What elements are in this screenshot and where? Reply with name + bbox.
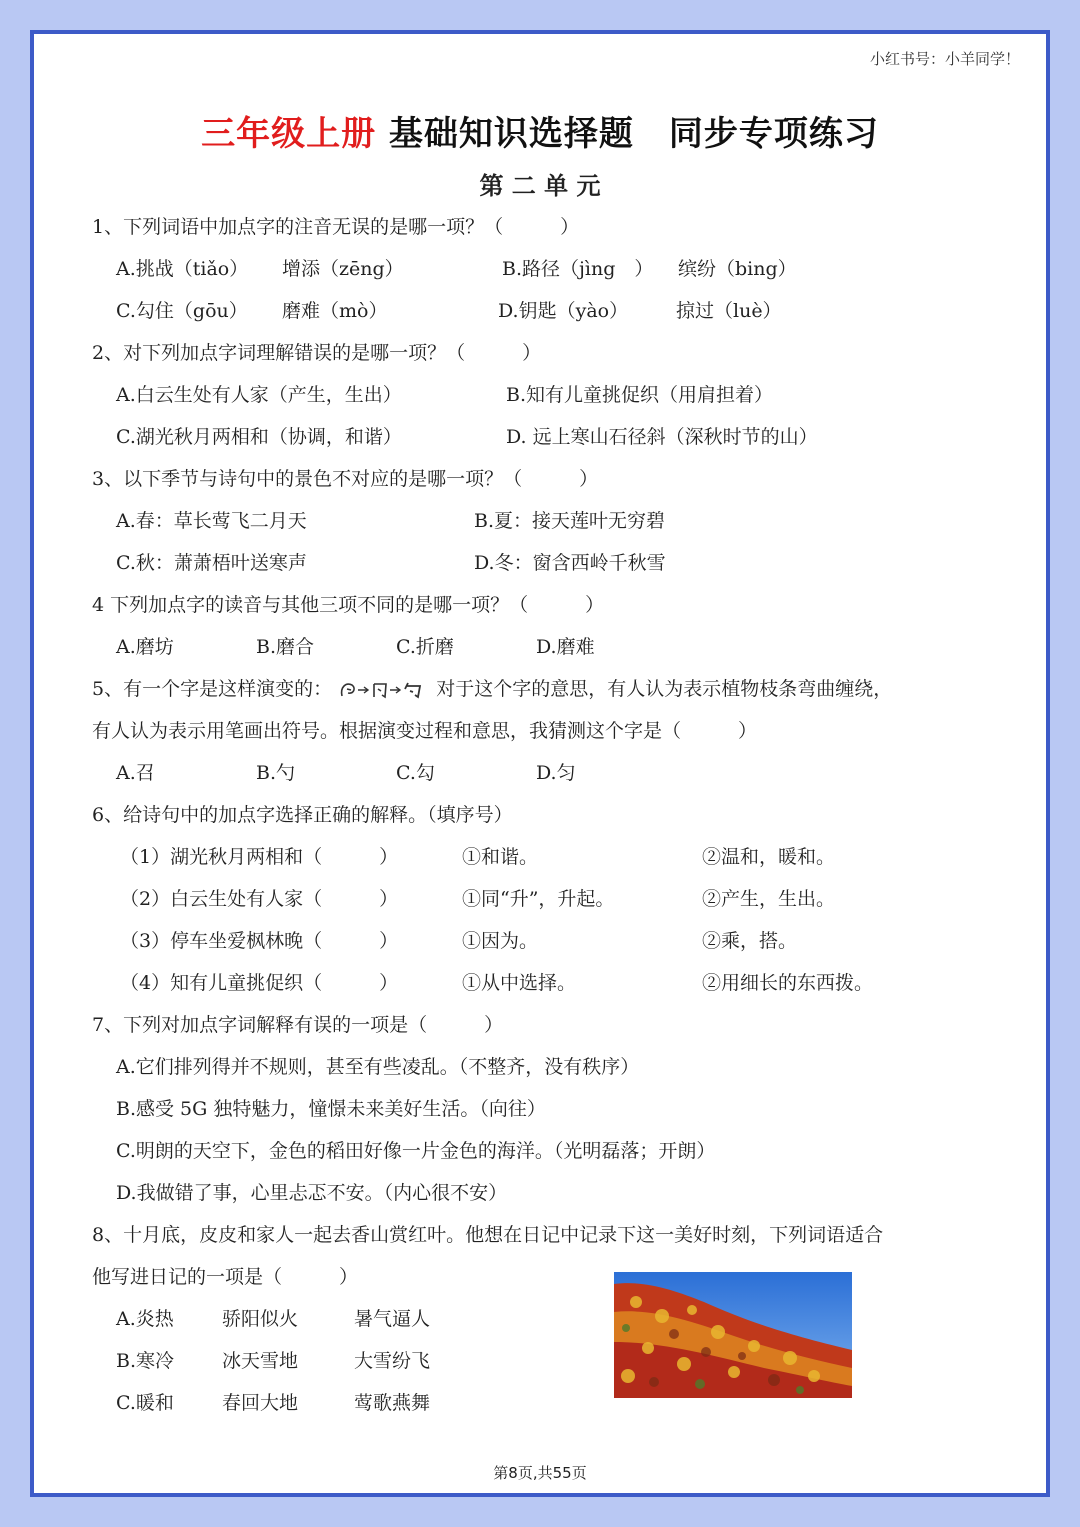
q3-option-c: C.秋：萧萧梧叶送寒声: [116, 552, 307, 574]
q2-option-c: C.湖光秋月两相和（协调，和谐）: [116, 426, 402, 448]
page-title: [34, 106, 1046, 155]
q6-item-3-option-2: ②乘，搭。: [702, 930, 798, 952]
q8-option-c-label: C.暖和: [116, 1392, 174, 1414]
q1-option-c2: 磨难（mò）: [282, 300, 388, 322]
q7-option-c: C.明朗的天空下，金色的稻田好像一片金色的海洋。（光明磊落；开朗）: [116, 1140, 716, 1162]
question-3-stem: 3、以下季节与诗句中的景色不对应的是哪一项？（ ）: [92, 468, 599, 490]
q8-option-a-word2: 暑气逼人: [354, 1308, 431, 1330]
q5-option-c: C.勾: [396, 762, 435, 784]
question-5-stem-line2: 有人认为表示用笔画出符号。根据演变过程和意思，我猜测这个字是（ ）: [92, 720, 758, 742]
q8-option-c-word2: 莺歌燕舞: [354, 1392, 431, 1414]
q1-option-d1: D.钥匙（yào）: [498, 300, 629, 322]
q5-stem-post: 对于这个字的意思，有人认为表示植物枝条弯曲缠绕，: [436, 678, 893, 700]
question-2-stem: 2、对下列加点字词理解错误的是哪一项？（ ）: [92, 342, 542, 364]
q6-item-3: （3）停车坐爱枫林晚（ ）: [120, 930, 399, 952]
q5-stem-pre: 5、有一个字是这样演变的：: [92, 678, 333, 700]
q4-option-c: C.折磨: [396, 636, 454, 658]
q7-option-d: D.我做错了事，心里忐忑不安。（内心很不安）: [116, 1182, 508, 1204]
q5-option-a: A.召: [116, 762, 155, 784]
q1-option-d2: 掠过（luè）: [676, 300, 782, 322]
q6-item-1-option-2: ②温和，暖和。: [702, 846, 836, 868]
q8-option-c-word1: 春回大地: [222, 1392, 299, 1414]
q1-option-b1: B.路径（jìng ）: [502, 258, 654, 280]
question-8-stem-line2: 他写进日记的一项是（ ）: [92, 1266, 359, 1288]
watermark: 小红书号：小羊同学！: [869, 50, 1020, 68]
q1-option-c1: C.勾住（gōu）: [116, 300, 248, 322]
q8-option-b-word2: 大雪纷飞: [354, 1350, 431, 1372]
q1-option-a2: 增添（zēng）: [282, 258, 404, 280]
q6-item-2: （2）白云生处有人家（ ）: [120, 888, 399, 910]
q8-option-b-word1: 冰天雪地: [222, 1350, 299, 1372]
question-6-stem: 6、给诗句中的加点字选择正确的解释。（填序号）: [92, 804, 513, 826]
q8-option-a-label: A.炎热: [116, 1308, 174, 1330]
question-4-stem: 4 下列加点字的读音与其他三项不同的是哪一项？（ ）: [92, 594, 605, 616]
q8-option-b-label: B.寒冷: [116, 1350, 175, 1372]
q2-option-d: D. 远上寒山石径斜（深秋时节的山）: [506, 426, 818, 448]
q6-item-1-option-1: ①和谐。: [462, 846, 539, 868]
title-grade: 三年级上册: [201, 114, 377, 154]
q6-item-3-option-1: ①因为。: [462, 930, 539, 952]
question-5-stem: [92, 676, 892, 702]
q6-item-2-option-1: ①同“升”，升起。: [462, 888, 615, 910]
q2-option-b: B.知有儿童挑促织（用肩担着）: [506, 384, 774, 406]
page-number: 第8页,共55页: [493, 1464, 587, 1482]
q6-item-2-option-2: ②产生，生出。: [702, 888, 836, 910]
q6-item-1: （1）湖光秋月两相和（ ）: [120, 846, 399, 868]
q3-option-d: D.冬：窗含西岭千秋雪: [474, 552, 666, 574]
q1-option-b2: 缤纷（bing）: [678, 258, 797, 280]
question-8-stem: 8、十月底，皮皮和家人一起去香山赏红叶。他想在日记中记录下这一美好时刻，下列词语适合: [92, 1224, 884, 1246]
q6-item-4-option-1: ①从中选择。: [462, 972, 577, 994]
q8-option-a-word1: 骄阳似火: [222, 1308, 299, 1330]
q4-option-d: D.磨难: [536, 636, 595, 658]
character-evolution-icon: [338, 679, 430, 701]
unit-heading: 第 二 单 元: [479, 172, 601, 200]
autumn-hill-photo: [614, 1272, 852, 1398]
q1-option-a1: A.挑战（tiǎo）: [116, 258, 249, 280]
q3-option-a: A.春：草长莺飞二月天: [116, 510, 307, 532]
q5-option-d: D.匀: [536, 762, 576, 784]
q6-item-4: （4）知有儿童挑促织（ ）: [120, 972, 399, 994]
q5-option-b: B.勺: [256, 762, 296, 784]
question-1-stem: 1、下列词语中加点字的注音无误的是哪一项？（ ）: [92, 216, 580, 238]
q7-option-a: A.它们排列得并不规则，甚至有些凌乱。（不整齐，没有秩序）: [116, 1056, 640, 1078]
worksheet-page: [30, 30, 1050, 1497]
question-7-stem: 7、下列对加点字词解释有误的一项是（ ）: [92, 1014, 504, 1036]
q4-option-a: A.磨坊: [116, 636, 174, 658]
q4-option-b: B.磨合: [256, 636, 315, 658]
q2-option-a: A.白云生处有人家（产生，生出）: [116, 384, 402, 406]
q7-option-b: B.感受 5G 独特魅力，憧憬未来美好生活。（向往）: [116, 1098, 546, 1120]
q6-item-4-option-2: ②用细长的东西拨。: [702, 972, 874, 994]
title-topic: 基础知识选择题 同步专项练习: [388, 114, 879, 154]
q3-option-b: B.夏：接天莲叶无穷碧: [474, 510, 666, 532]
